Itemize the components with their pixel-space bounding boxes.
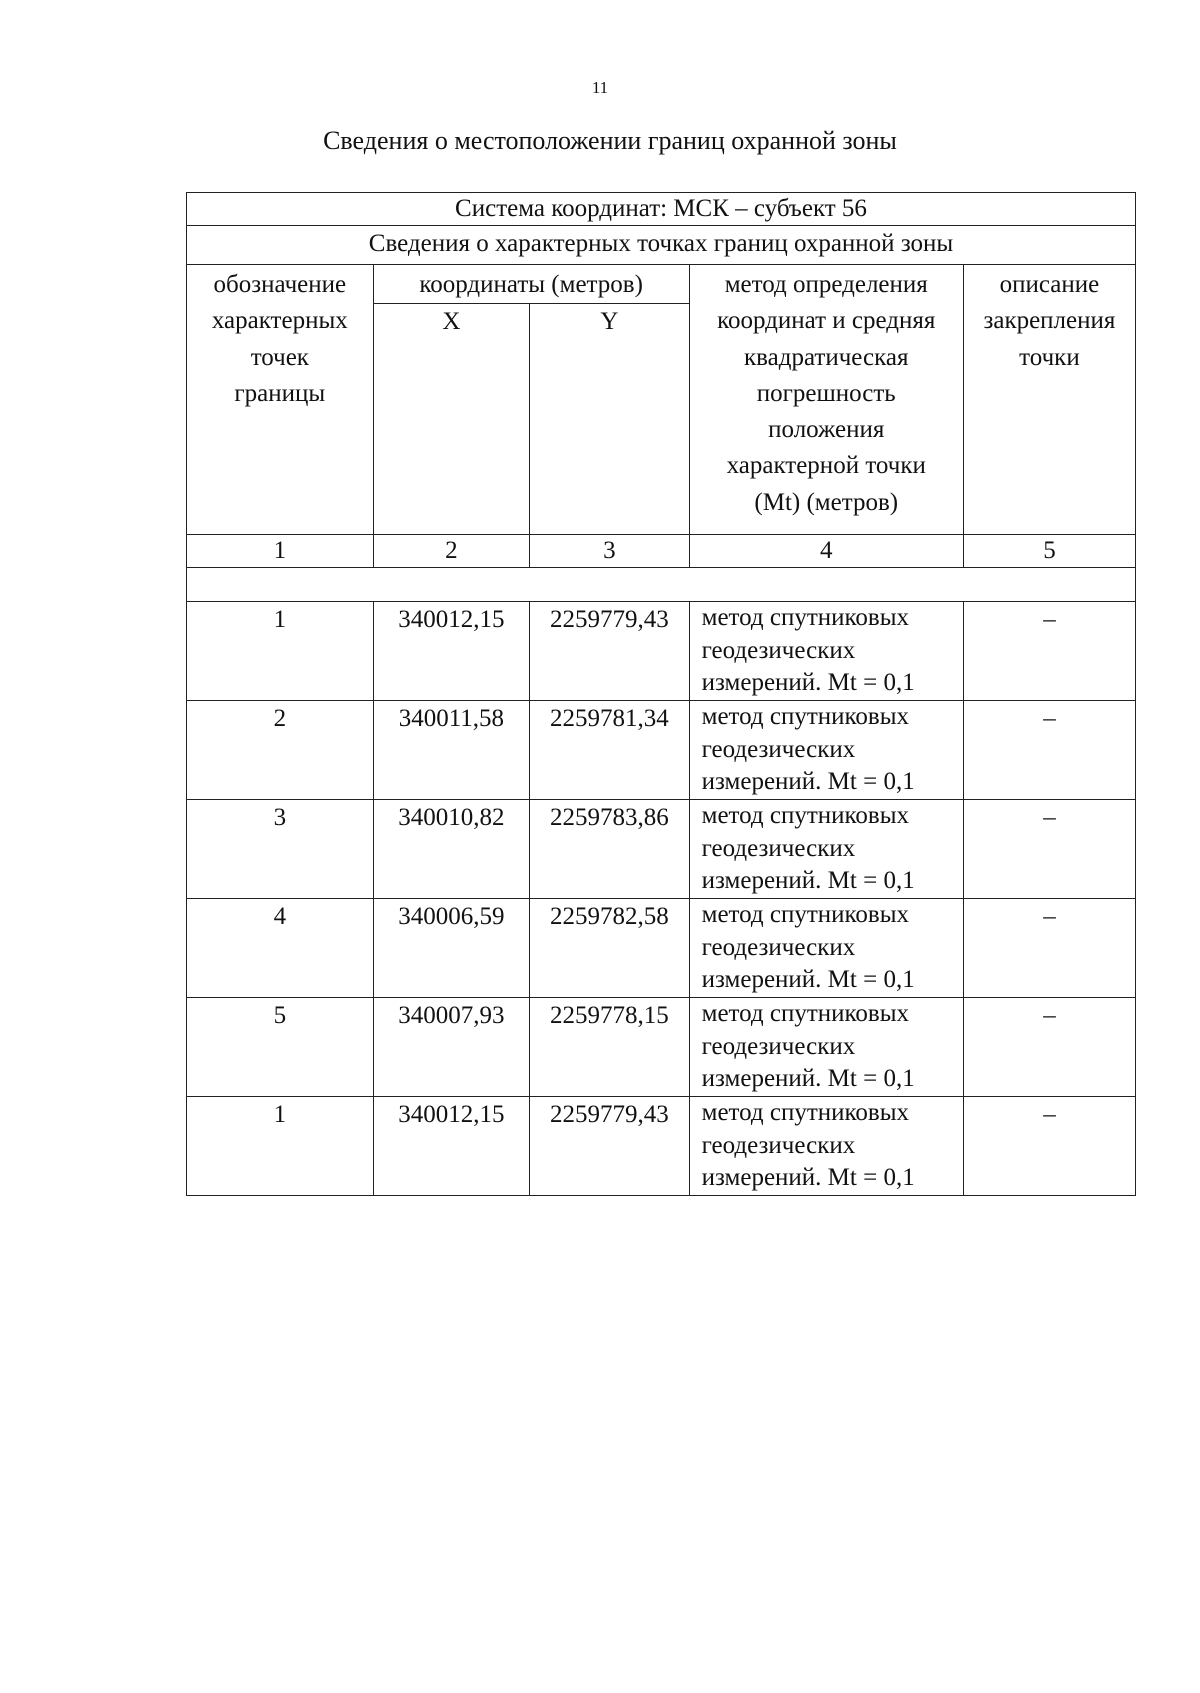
method-line: измерений. Mt = 0,1	[701, 867, 915, 895]
column-number: 5	[963, 535, 1135, 568]
boundary-points-table	[186, 192, 1136, 1196]
designation-header	[187, 265, 374, 535]
description-cell: –	[963, 602, 1135, 701]
table-row	[187, 701, 1136, 800]
method-cell	[689, 602, 963, 701]
y-cell: 2259782,58	[530, 899, 690, 998]
table-row	[187, 998, 1136, 1097]
page-number: 11	[591, 78, 609, 97]
table-row	[187, 1097, 1136, 1196]
method-line: измерений. Mt = 0,1	[701, 1065, 915, 1093]
method-header-line: координат и средняя	[717, 307, 936, 335]
method-header-line: положения	[768, 416, 885, 443]
method-line: геодезических	[701, 1131, 856, 1159]
method-cell	[689, 998, 963, 1097]
method-line: геодезических	[701, 1032, 856, 1060]
method-line: геодезических	[701, 933, 856, 961]
method-header-line: квадратическая	[744, 343, 909, 371]
point-cell: 3	[187, 800, 374, 899]
point-cell: 2	[187, 701, 374, 800]
method-line: геодезических	[701, 735, 856, 763]
x-cell: 340012,15	[373, 602, 529, 701]
table-subtitle-row	[187, 226, 1136, 265]
point-cell: 5	[187, 998, 374, 1097]
x-header: X	[373, 304, 529, 535]
method-line: измерений. Mt = 0,1	[701, 966, 915, 994]
x-cell: 340011,58	[373, 701, 529, 800]
x-cell: 340007,93	[373, 998, 529, 1097]
method-header-line: (Mt) (метров)	[754, 488, 899, 516]
empty-cell	[187, 568, 1136, 602]
y-cell: 2259783,86	[530, 800, 690, 899]
y-cell: 2259781,34	[530, 701, 690, 800]
point-cell: 1	[187, 602, 374, 701]
y-cell: 2259779,43	[530, 602, 690, 701]
designation-header-line: характерных	[211, 307, 348, 335]
x-cell: 340012,15	[373, 1097, 529, 1196]
method-line: измерений. Mt = 0,1	[701, 768, 915, 796]
column-number: 4	[689, 535, 963, 568]
description-cell: –	[963, 800, 1135, 899]
designation-header-line: обозначение	[213, 271, 347, 298]
description-header-line: точки	[1019, 343, 1080, 371]
empty-row	[187, 568, 1136, 602]
table-row	[187, 800, 1136, 899]
description-cell: –	[963, 1097, 1135, 1196]
column-numbers-row	[187, 535, 1136, 568]
description-cell: –	[963, 998, 1135, 1097]
method-cell	[689, 899, 963, 998]
y-cell: 2259779,43	[530, 1097, 690, 1196]
method-line: метод спутниковых	[701, 1099, 910, 1127]
method-header	[689, 265, 963, 535]
method-line: метод спутниковых	[701, 802, 910, 830]
method-line: измерений. Mt = 0,1	[701, 1164, 915, 1192]
method-line: геодезических	[701, 834, 856, 862]
method-header-line: характерной точки	[726, 452, 926, 480]
table-row	[187, 602, 1136, 701]
method-line: геодезических	[701, 636, 856, 664]
y-cell: 2259778,15	[530, 998, 690, 1097]
designation-header-line: точек	[250, 343, 309, 371]
description-cell: –	[963, 899, 1135, 998]
table-row	[187, 899, 1136, 998]
column-number: 3	[530, 535, 690, 568]
column-number: 1	[187, 535, 374, 568]
table-subtitle-cell: Сведения о характерных точках границ охранной зоны	[187, 226, 1136, 265]
method-line: измерений. Mt = 0,1	[701, 669, 915, 697]
method-line: метод спутниковых	[701, 604, 910, 632]
coordinates-header: координаты (метров)	[373, 265, 689, 304]
column-number: 2	[373, 535, 529, 568]
method-cell	[689, 1097, 963, 1196]
point-cell: 1	[187, 1097, 374, 1196]
x-cell: 340010,82	[373, 800, 529, 899]
coordinate-system-cell: Система координат: МСК – субъект 56	[187, 193, 1136, 226]
y-header: Y	[530, 304, 690, 535]
description-header-line: закрепления	[983, 307, 1116, 335]
coordinate-system-row	[187, 193, 1136, 226]
method-cell	[689, 701, 963, 800]
description-cell: –	[963, 701, 1135, 800]
method-line: метод спутниковых	[701, 1000, 910, 1028]
x-cell: 340006,59	[373, 899, 529, 998]
page-title: Сведения о местоположении границ охранной зоны	[323, 126, 897, 155]
method-header-line: погрешность	[756, 379, 896, 407]
description-header-line: описание	[999, 271, 1100, 298]
method-line: метод спутниковых	[701, 703, 910, 731]
method-line: метод спутниковых	[701, 901, 910, 929]
header-row	[187, 265, 1136, 304]
point-cell: 4	[187, 899, 374, 998]
method-cell	[689, 800, 963, 899]
designation-header-line: границы	[234, 379, 326, 407]
method-header-line: метод определения	[724, 271, 928, 298]
description-header	[963, 265, 1135, 535]
